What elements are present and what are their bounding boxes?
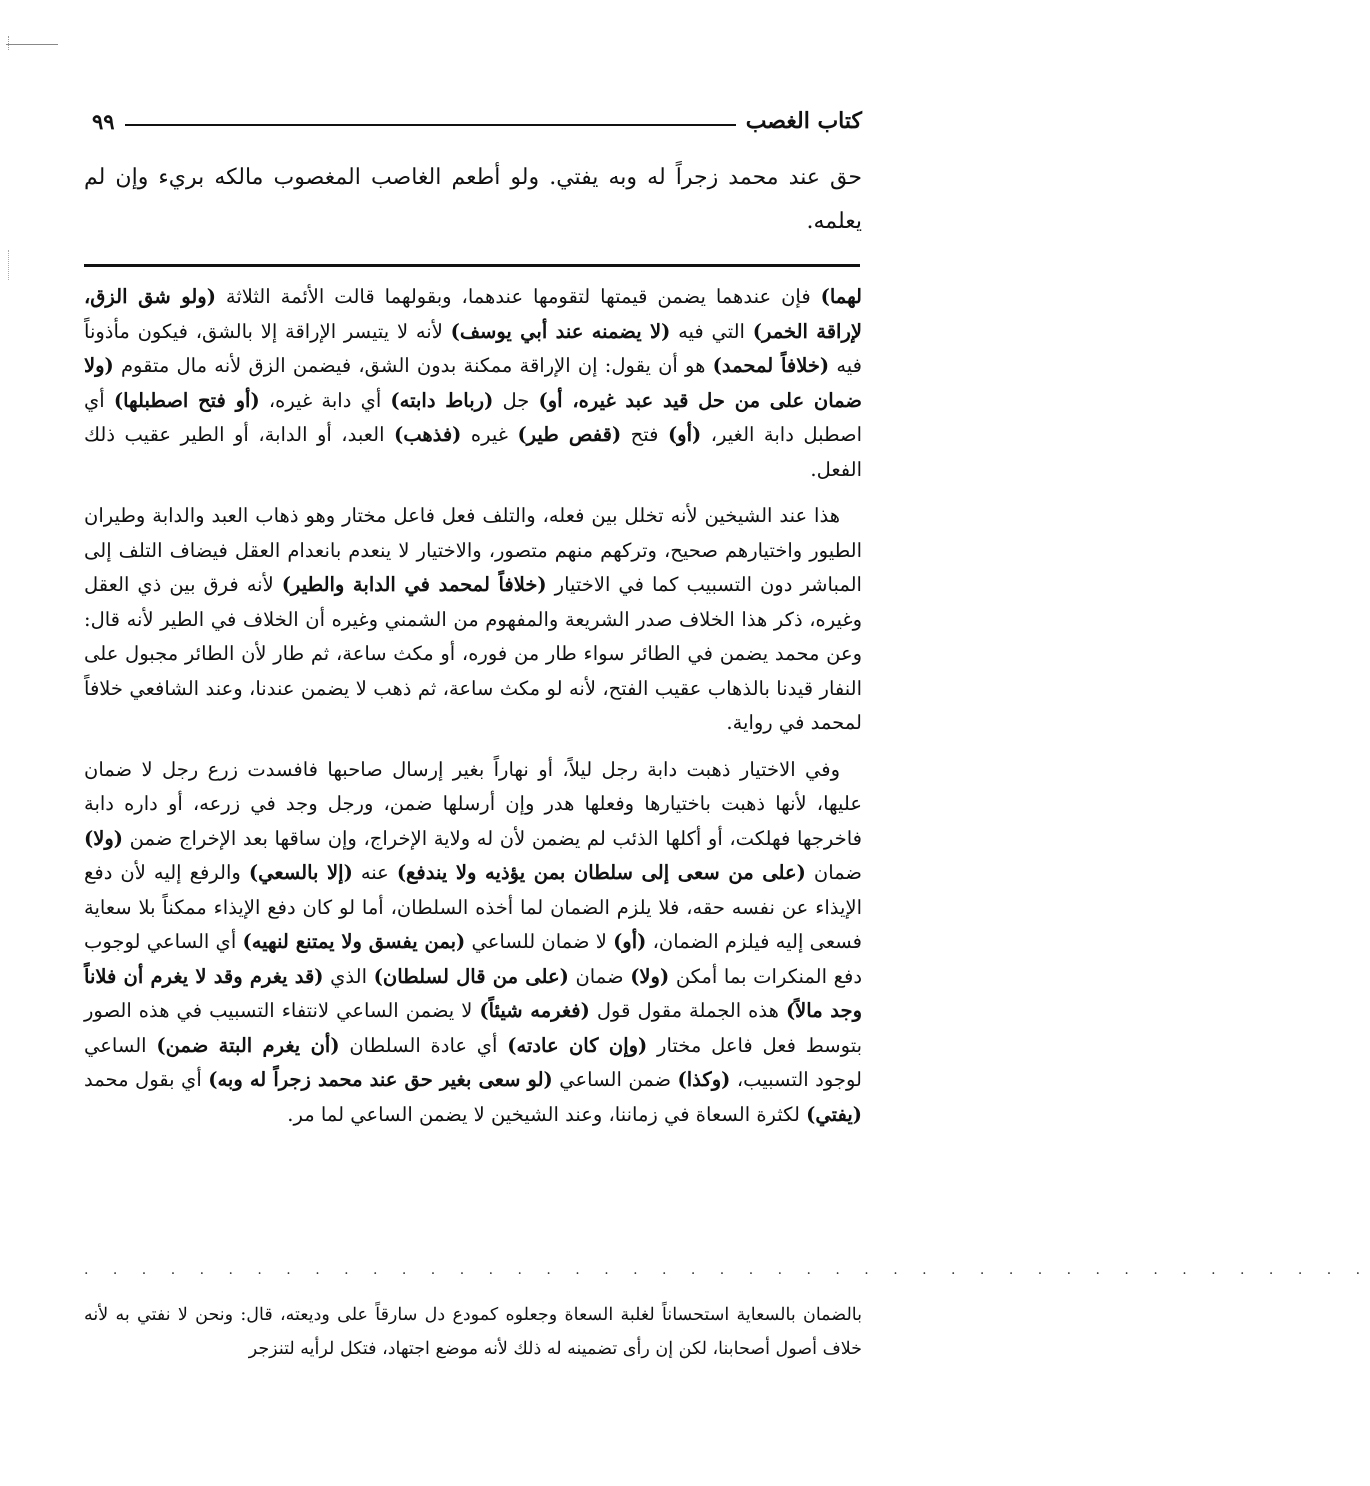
text-span: الساعي لوجود التسبيب،	[84, 1033, 863, 1091]
text-span: غيره	[461, 423, 518, 446]
footnote: بالضمان بالسعاية استحساناً لغلبة السعاة وجعلوه كمودع دل سارقاً على وديعته، قال: ونحن لا نفتي به لأنه خلاف أصول أصحابنا، لكن إن رأى تضمينه له ذلك لأنه موضع اجتهاد، فتكل لرأيه لتنزجر	[84, 1305, 862, 1359]
bold-span: (لا يضمنه عند أبي يوسف)	[450, 319, 671, 343]
scan-corner-tick	[8, 36, 10, 50]
commentary	[84, 280, 862, 1144]
text-span: أي دابة غيره،	[259, 388, 391, 412]
bold-span: (ولو شق الزق، لإراقة الخمر)	[84, 285, 862, 343]
text-span: الذي	[323, 964, 374, 988]
text-span: هذا عند الشيخين لأنه تخلل بين فعله، والتلف فعل فاعل مختار وهو ذهاب العبد والدابة وطيران الطيور واختيارهم صحيح، وتركهم منهم متصور، والاختيار لا ينعدم بانعدام العقل فيضاف التلف إلى المباشر دون التسبيب كما في الاختيار	[84, 504, 862, 596]
scan-edge-mark	[8, 250, 10, 280]
text-span: أي بقول محمد	[84, 1068, 209, 1091]
commentary-paragraph-1	[84, 280, 862, 487]
bold-span: (على من سعى إلى سلطان بمن يؤذيه ولا يندفع)	[396, 861, 806, 884]
bold-span: (أن يغرم البتة ضمن)	[156, 1033, 340, 1057]
bold-span: (إلا بالسعي)	[248, 861, 353, 884]
text-span: العبد، أو الدابة، أو الطير عقيب ذلك الفعل.	[84, 423, 862, 481]
text-span: هو أن يقول: إن الإراقة ممكنة بدون الشق، فيضمن الزق لأنه مال متقوم	[113, 354, 713, 377]
bold-span: (رباط دابته)	[390, 388, 494, 412]
text-span: والرفع إليه لأن دفع الإيذاء عن نفسه حقه، فلا يلزم الضمان لما أخذه السلطان، أما لو كان دفع الإيذاء ممكناً بلا سعاية فسعى إليه فيلزم الضمان،	[84, 861, 862, 953]
commentary-paragraph-3	[84, 753, 862, 1133]
bold-span: (ولا ضمان على من حل قيد عبد غيره، أو)	[84, 354, 862, 412]
commentary-paragraph-2	[84, 499, 862, 741]
text-span: أي اصطبل دابة الغير،	[84, 388, 862, 446]
text-span: لا ضمان للساعي	[465, 930, 614, 953]
text-span: ضمان	[805, 861, 862, 884]
bold-span: (ولا)	[630, 964, 670, 988]
bold-span: (قد يغرم وقد لا يغرم أن فلاناً وجد مالاً)	[84, 964, 862, 1022]
bold-span: (ولا)	[84, 826, 123, 850]
bold-span: (وكذا)	[677, 1068, 731, 1091]
bold-span: (يفتي)	[806, 1102, 862, 1126]
text-span: عنه	[352, 861, 397, 884]
text-span: ضمن الساعي	[552, 1068, 678, 1091]
bold-span: (خلافاً لمحمد في الدابة والطير)	[281, 573, 547, 596]
bold-span: (أو فتح اصطبلها)	[113, 388, 260, 412]
text-span: فإن عندهما يضمن قيمتها لتقومها عندهما، وبقولهما قالت الأئمة الثلاثة	[215, 285, 821, 308]
text-span: وفي الاختيار ذهبت دابة رجل ليلاً، أو نهاراً بغير إرسال صاحبها فافسدت زرع رجل لا ضمان عليها، لأنها ذهبت باختيارها وفعلها هدر وإن أرسلها ضمن، ورجل وجد في زرعه، أو داره دابة فاخرجها فهلكت، أو أكلها الذئب لم يضمن لأن له ولاية الإخراج، وإن ساقها بعد الإخراج ضمن	[84, 757, 862, 850]
text-span: لا يضمن الساعي لانتفاء التسبيب في هذه الصور بتوسط فعل فاعل مختار	[84, 999, 863, 1057]
commentary-separator	[84, 264, 860, 267]
bold-span: (خلافاً لمحمد)	[712, 354, 830, 377]
scan-corner-mark	[6, 44, 58, 45]
running-header	[92, 104, 862, 138]
page-number: ٩٩	[92, 108, 115, 134]
text-span: فتح	[621, 423, 668, 446]
text-span: جل	[493, 388, 539, 412]
main-text: حق عند محمد زجراً له وبه يفتي. ولو أطعم الغاصب المغصوب مالكه بريء وإن لم يعلمه.	[84, 165, 862, 234]
bold-span: (بمن يفسق ولا يمتنع لنهيه)	[242, 930, 466, 953]
bold-span: (قفص طير)	[517, 423, 622, 446]
bold-span: (أو)	[613, 930, 647, 953]
bold-span: (أو)	[667, 423, 702, 446]
bold-span: (وإن كان عادته)	[507, 1033, 648, 1057]
text-span: التي فيه	[670, 319, 753, 343]
text-span: أي الساعي لوجوب دفع المنكرات بما أمكن	[84, 930, 863, 988]
bold-span: (لو سعى بغير حق عند محمد زجراً له وبه)	[208, 1068, 553, 1091]
chapter-title: كتاب الغصب	[745, 108, 862, 134]
bold-span: (فغرمه شيئاً)	[479, 999, 590, 1022]
bold-span: (على من قال لسلطان)	[373, 964, 569, 988]
bold-span: (فذهب)	[393, 423, 462, 446]
text-span: لأنه فرق بين ذي العقل وغيره، ذكر هذا الخلاف صدر الشريعة والمفهوم من الشمني وغيره أن الخلاف في الطير لأنه قال: وعن محمد يضمن في الطائر سواء طار من فوره، أو مكث ساعة، ثم طار لأن الطائر مجبول على النفار قيدنا بالذهاب عقيب الفتح، لأنه لو مكث ساعة، ثم ذهب لا يضمن عندنا، وعند الشافعي خلافاً لمحمد في رواية.	[84, 573, 862, 734]
text-span: أي عادة السلطان	[339, 1033, 508, 1057]
text-span: لأنه لا يتيسر الإراقة إلا بالشق، فيكون مأذوناً فيه	[84, 319, 863, 377]
dotted-separator: . . . . . . . . . . . . . . . . . . . . . . . . . . . . . . . . . . . . . . . . . . . . .	[84, 1262, 1370, 1278]
text-span: هذه الجملة مقول قول	[589, 999, 786, 1022]
header-rule	[125, 124, 736, 126]
text-span: ضمان	[568, 964, 631, 988]
text-span: لكثرة السعاة في زماننا، وعند الشيخين لا يضمن الساعي لما مر.	[287, 1102, 807, 1126]
bold-span: لهما)	[820, 285, 862, 308]
